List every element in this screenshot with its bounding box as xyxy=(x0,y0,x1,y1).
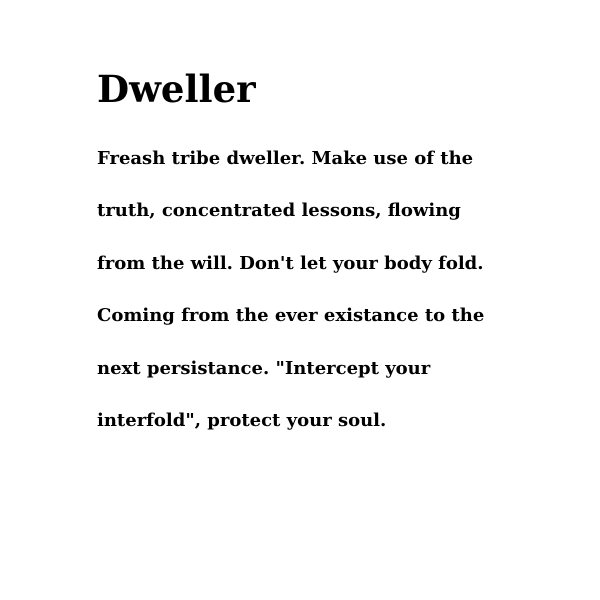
poem-line: Freash tribe dweller. Make use of the xyxy=(97,148,474,169)
poem-line: next persistance. "Intercept your xyxy=(97,357,431,379)
poem-line: Coming from the ever existance to the xyxy=(97,305,485,327)
poem-line: truth, concentrated lessons, flowing xyxy=(97,200,461,222)
poem-line: from the will. Don't let your body fold. xyxy=(97,252,484,274)
poem-body xyxy=(97,142,577,456)
page-title: Dweller xyxy=(97,67,256,111)
poem-line: interfold", protect your soul. xyxy=(97,409,387,431)
